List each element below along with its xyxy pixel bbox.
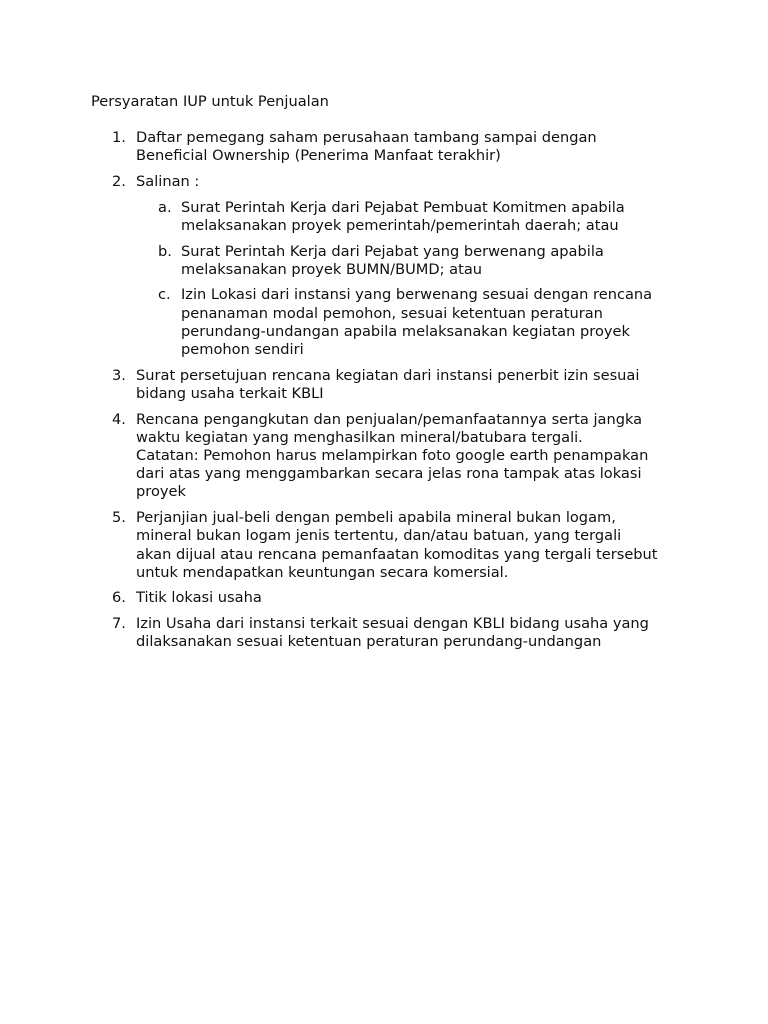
list-item-number: 7. xyxy=(112,615,126,633)
sub-list-item xyxy=(0,286,768,359)
list-item-number: 1. xyxy=(112,129,126,146)
sub-list-item-letter: c. xyxy=(158,286,171,304)
list-item-number: 5. xyxy=(112,509,126,527)
list-item-text: Salinan : xyxy=(136,172,200,190)
sub-list xyxy=(0,199,768,360)
list-item-text: Daftar pemegang saham perusahaan tambang sampai dengan Beneficial Ownership (Penerima Manfaat terakhir) xyxy=(136,129,597,165)
list-item-text: Titik lokasi usaha xyxy=(136,589,262,607)
sub-list-item-letter: a. xyxy=(158,198,172,216)
list-item-text: Rencana pengangkutan dan penjualan/pemanfaatannya serta jangka waktu kegiatan yang menghasilkan mineral/batubara tergali. Catatan: Pemohon harus melampirkan foto google earth penampakan dari atas yang menggambarkan secara jelas rona tampak atas lokasi proyek xyxy=(136,410,649,501)
sub-list-item-text: Surat Perintah Kerja dari Pejabat Pembuat Komitmen apabila melaksanakan proyek pemerintah/pemerintah daerah; atau xyxy=(181,198,625,234)
list-item-number: 4. xyxy=(112,410,126,428)
sub-list-item-text: Izin Lokasi dari instansi yang berwenang sesuai dengan rencana penanaman modal pemohon, sesuai ketentuan peraturan perundang-undangan apabila melaksanakan kegiatan proyek pemohon sendiri xyxy=(181,286,653,359)
sub-list-item xyxy=(0,243,768,279)
list-item-number: 3. xyxy=(112,366,126,384)
list-item xyxy=(0,589,768,607)
requirements-list xyxy=(0,129,768,659)
list-item-number: 2. xyxy=(112,172,126,190)
list-item-text: Perjanjian jual-beli dengan pembeli apabila mineral bukan logam, mineral bukan logam jenis tertentu, dan/atau batuan, yang tergali akan dijual atau rencana pemanfaatan komoditas yang tergali tersebut untuk mendapatkan keuntungan secara komersial. xyxy=(136,509,658,581)
list-item xyxy=(0,411,768,502)
list-item xyxy=(0,509,768,582)
document-title: Persyaratan IUP untuk Penjualan xyxy=(91,93,329,110)
list-item xyxy=(0,367,768,403)
list-item-number: 6. xyxy=(112,589,126,607)
list-item xyxy=(0,615,768,651)
sub-list-item-text: Surat Perintah Kerja dari Pejabat yang berwenang apabila melaksanakan proyek BUMN/BUMD; atau xyxy=(181,242,604,278)
list-item-text: Izin Usaha dari instansi terkait sesuai dengan KBLI bidang usaha yang dilaksanakan sesuai ketentuan peraturan perundang-undangan xyxy=(136,615,649,651)
sub-list-item-letter: b. xyxy=(158,242,172,260)
list-item-text: Surat persetujuan rencana kegiatan dari instansi penerbit izin sesuai bidang usaha terkait KBLI xyxy=(136,366,640,402)
list-item xyxy=(0,129,768,165)
list-item xyxy=(0,173,768,359)
sub-list-item xyxy=(0,199,768,235)
